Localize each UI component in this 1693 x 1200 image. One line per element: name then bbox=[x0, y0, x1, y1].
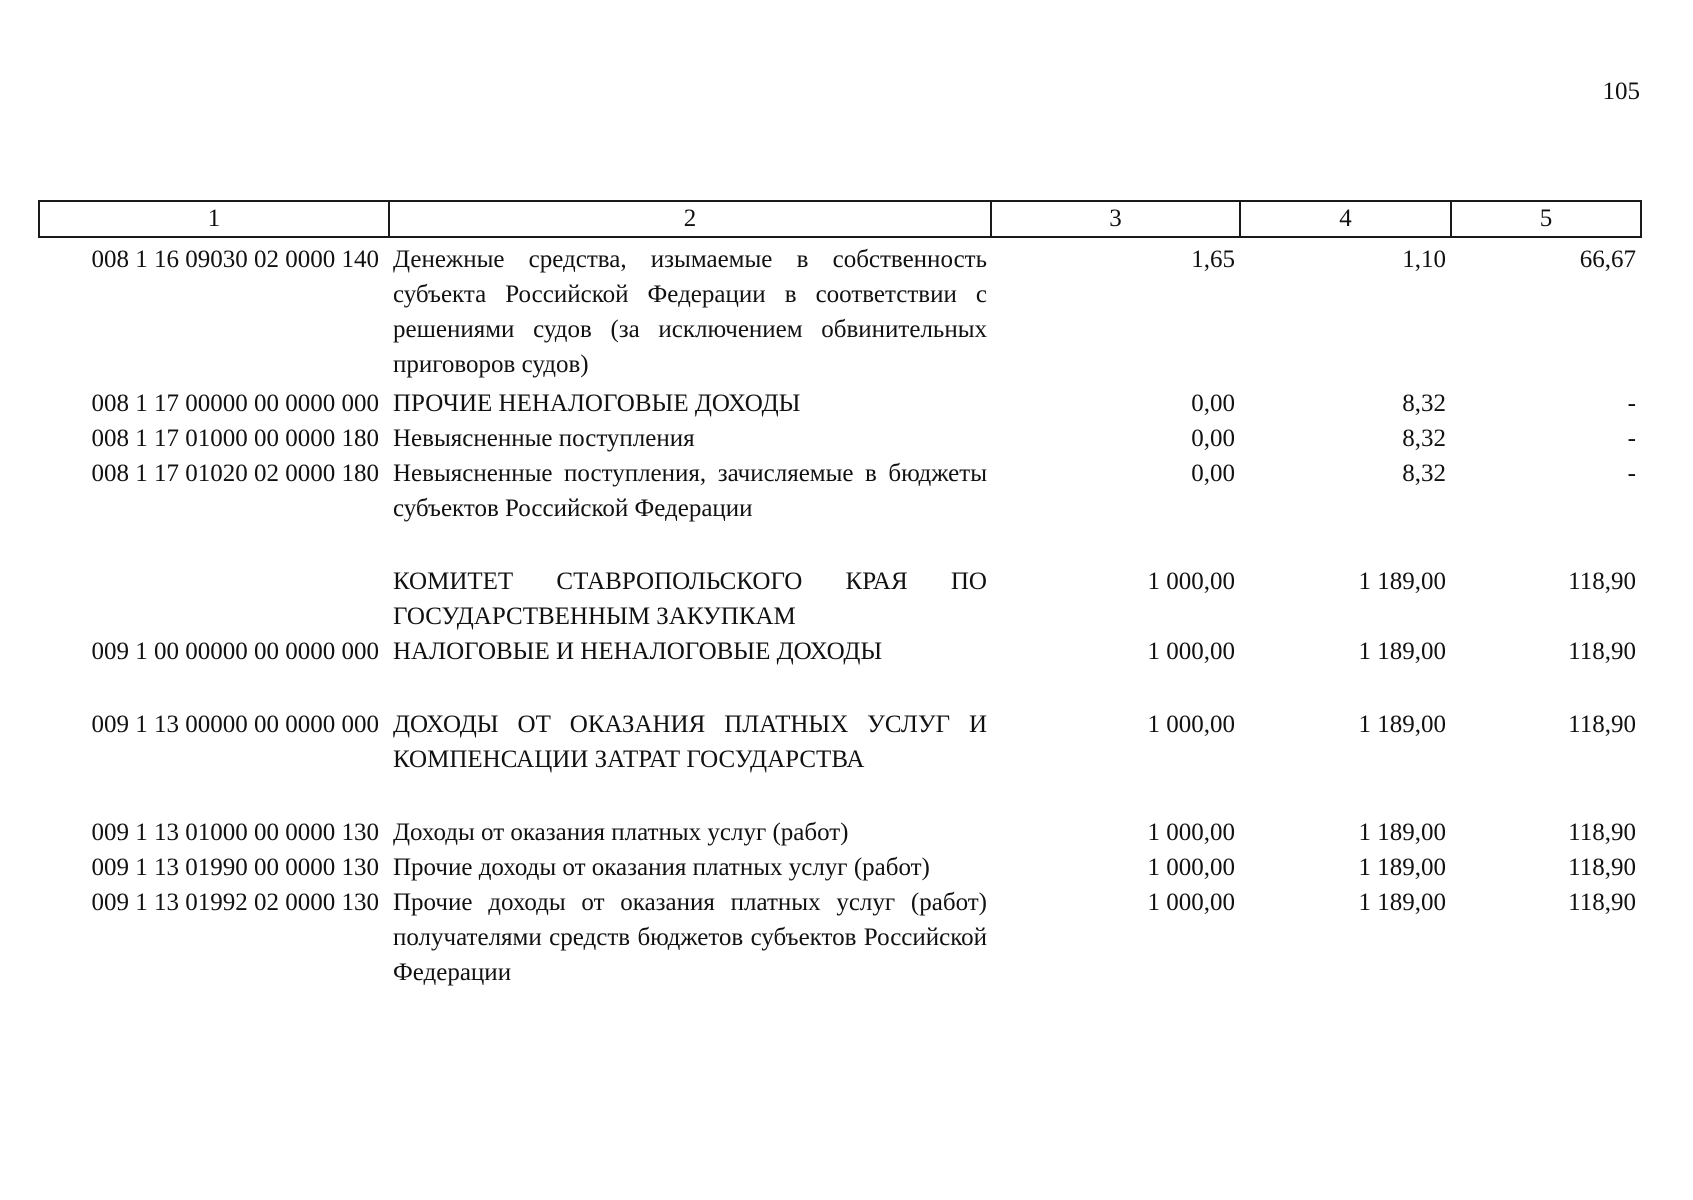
value-col-4: 8,32 bbox=[1402, 460, 1446, 487]
table-row bbox=[39, 526, 1641, 634]
value-col-4: 1 189,00 bbox=[1358, 638, 1446, 665]
budget-code: 009 1 13 00000 00 0000 000 bbox=[91, 711, 379, 738]
value-col-5: 118,90 bbox=[1568, 819, 1636, 846]
value-col-4: 8,32 bbox=[1402, 390, 1446, 417]
table-row bbox=[39, 237, 1641, 382]
table-row bbox=[39, 634, 1641, 669]
revenue-name: Невыясненные поступления bbox=[393, 425, 695, 452]
value-col-5: - bbox=[1627, 460, 1636, 487]
table-row bbox=[39, 777, 1641, 850]
value-col-4: 1,10 bbox=[1402, 246, 1446, 273]
value-col-5: - bbox=[1627, 425, 1636, 452]
value-col-5: - bbox=[1627, 390, 1636, 417]
revenue-name: ДОХОДЫ ОТ ОКАЗАНИЯ ПЛАТНЫХ УСЛУГ И КОМПЕНСАЦИИ ЗАТРАТ ГОСУДАРСТВА bbox=[393, 711, 987, 773]
budget-code bbox=[39, 526, 389, 634]
value-col-5: 66,67 bbox=[1579, 246, 1636, 273]
budget-code: 009 1 13 01992 02 0000 130 bbox=[91, 889, 379, 916]
value-col-3: 1 000,00 bbox=[1147, 711, 1235, 738]
value-col-3: 0,00 bbox=[1191, 460, 1235, 487]
header-row bbox=[39, 201, 1641, 237]
budget-code: 008 1 17 01000 00 0000 180 bbox=[91, 425, 379, 452]
budget-code: 008 1 17 00000 00 0000 000 bbox=[91, 390, 379, 417]
value-col-3: 1,65 bbox=[1191, 246, 1235, 273]
revenue-table bbox=[38, 200, 1642, 990]
value-col-4: 1 189,00 bbox=[1358, 854, 1446, 881]
table-row bbox=[39, 669, 1641, 777]
budget-code: 009 1 00 00000 00 0000 000 bbox=[91, 638, 379, 665]
table-row bbox=[39, 456, 1641, 526]
table-header bbox=[39, 201, 1641, 237]
revenue-name: КОМИТЕТ СТАВРОПОЛЬСКОГО КРАЯ ПО ГОСУДАРСТВЕННЫМ ЗАКУПКАМ bbox=[393, 568, 987, 630]
header-col-1: 1 bbox=[39, 201, 389, 237]
value-col-5: 118,90 bbox=[1568, 854, 1636, 881]
value-col-3: 1 000,00 bbox=[1147, 889, 1235, 916]
value-col-4: 1 189,00 bbox=[1358, 711, 1446, 738]
value-col-3: 1 000,00 bbox=[1147, 819, 1235, 846]
budget-code: 008 1 16 09030 02 0000 140 bbox=[91, 246, 379, 273]
budget-code: 009 1 13 01000 00 0000 130 bbox=[91, 819, 379, 846]
value-col-4: 1 189,00 bbox=[1358, 889, 1446, 916]
budget-code: 008 1 17 01020 02 0000 180 bbox=[91, 460, 379, 487]
page-number: 105 bbox=[1602, 78, 1640, 105]
budget-code: 009 1 13 01990 00 0000 130 bbox=[91, 854, 379, 881]
revenue-name: Прочие доходы от оказания платных услуг (работ) bbox=[393, 854, 930, 881]
table-row bbox=[39, 421, 1641, 456]
revenue-name: Денежные средства, изымаемые в собственность субъекта Российской Федерации в соответствии с решениями судов (за исключением обвинительных приговоров судов) bbox=[393, 246, 987, 378]
value-col-5: 118,90 bbox=[1568, 711, 1636, 738]
table-row bbox=[39, 885, 1641, 990]
table-row bbox=[39, 382, 1641, 421]
value-col-4: 1 189,00 bbox=[1358, 819, 1446, 846]
table-row bbox=[39, 850, 1641, 885]
revenue-name: Прочие доходы от оказания платных услуг (работ) получателями средств бюджетов субъектов Российской Федерации bbox=[393, 889, 987, 986]
header-col-4: 4 bbox=[1240, 201, 1451, 237]
value-col-4: 1 189,00 bbox=[1358, 568, 1446, 595]
value-col-3: 1 000,00 bbox=[1147, 568, 1235, 595]
header-col-5: 5 bbox=[1451, 201, 1641, 237]
revenue-name: НАЛОГОВЫЕ И НЕНАЛОГОВЫЕ ДОХОДЫ bbox=[393, 638, 883, 665]
value-col-3: 1 000,00 bbox=[1147, 854, 1235, 881]
value-col-5: 118,90 bbox=[1568, 568, 1636, 595]
value-col-5: 118,90 bbox=[1568, 889, 1636, 916]
revenue-name: ПРОЧИЕ НЕНАЛОГОВЫЕ ДОХОДЫ bbox=[393, 390, 801, 417]
revenue-table-container bbox=[38, 200, 1640, 990]
value-col-3: 1 000,00 bbox=[1147, 638, 1235, 665]
header-col-2: 2 bbox=[389, 201, 991, 237]
value-col-4: 8,32 bbox=[1402, 425, 1446, 452]
revenue-name: Невыясненные поступления, зачисляемые в бюджеты субъектов Российской Федерации bbox=[393, 460, 987, 522]
value-col-3: 0,00 bbox=[1191, 390, 1235, 417]
header-col-3: 3 bbox=[991, 201, 1240, 237]
value-col-3: 0,00 bbox=[1191, 425, 1235, 452]
value-col-5: 118,90 bbox=[1568, 638, 1636, 665]
revenue-name: Доходы от оказания платных услуг (работ) bbox=[393, 819, 849, 846]
table-body bbox=[39, 237, 1641, 990]
